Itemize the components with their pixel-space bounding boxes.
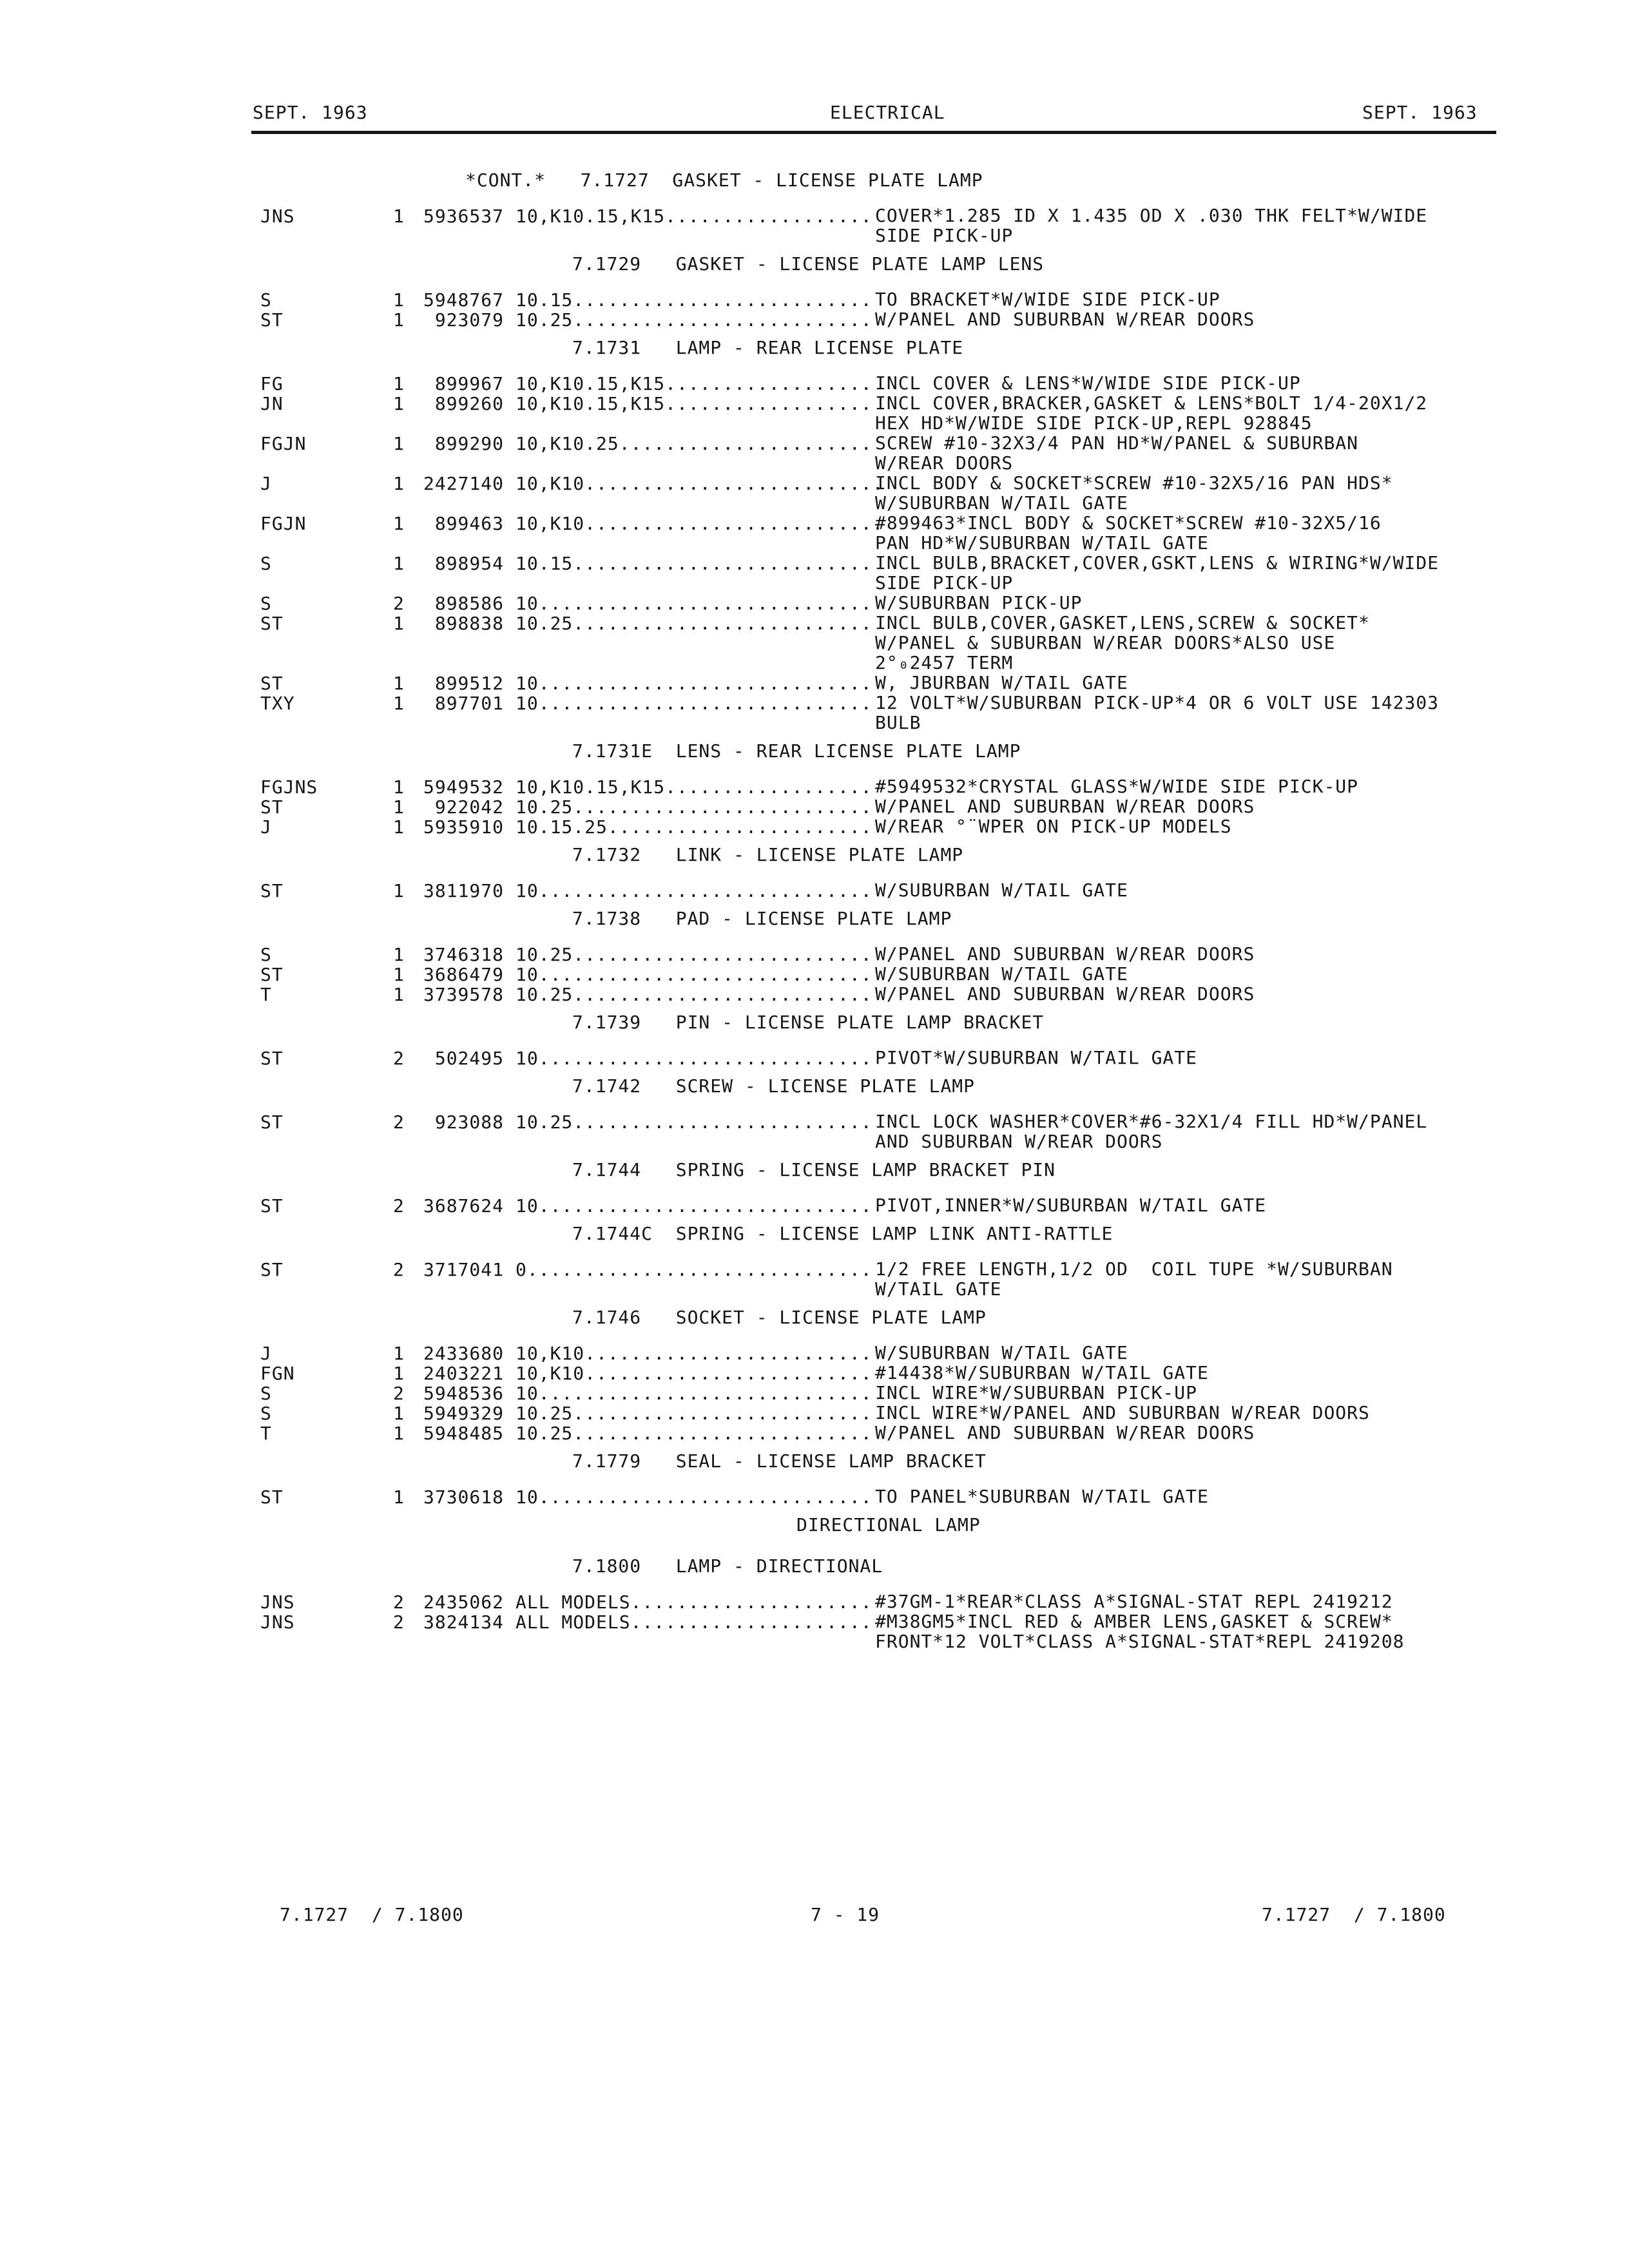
part-row — [0, 206, 1629, 245]
part-models: 10.25.......................... — [516, 309, 872, 331]
part-description: W/SUBURBAN W/TAIL GATE — [875, 879, 1128, 901]
part-description: INCL LOCK WASHER*COVER*#6-32X1/4 FILL HD*W/PANEL AND SUBURBAN W/REAR DOORS — [875, 1111, 1428, 1152]
section-heading — [0, 1154, 1629, 1195]
part-quantity: 1 — [393, 206, 405, 227]
footer-page-number: 7 - 19 — [811, 1904, 880, 1925]
part-description: W/SUBURBAN PICK-UP — [875, 592, 1083, 613]
part-models: 10,K10.15,K15.................. — [516, 776, 872, 798]
part-models: 10............................. — [516, 1195, 872, 1216]
part-quantity: 1 — [393, 1343, 405, 1364]
section-title: *CONT.* 7.1727 GASKET - LICENSE PLATE LAMP — [465, 169, 983, 191]
part-code: FGJN — [260, 513, 307, 534]
part-row — [0, 1403, 1629, 1423]
part-row — [0, 1259, 1629, 1299]
part-row — [0, 964, 1629, 984]
section-title: 7.1742 SCREW - LICENSE PLATE LAMP — [572, 1075, 976, 1097]
part-quantity: 1 — [393, 944, 405, 965]
part-code: FGN — [260, 1363, 295, 1384]
section-heading — [0, 839, 1629, 880]
part-models: 10,K10.15,K15.................. — [516, 206, 872, 227]
part-number: 3739578 — [423, 984, 504, 1005]
part-quantity: 1 — [393, 1403, 405, 1424]
section-title: 7.1800 LAMP - DIRECTIONAL — [572, 1555, 883, 1577]
part-row — [0, 944, 1629, 964]
section-heading — [0, 248, 1629, 289]
part-code: ST — [260, 964, 284, 985]
part-models: 10.25.......................... — [516, 1423, 872, 1444]
part-models: 10............................. — [516, 593, 872, 614]
part-description: 12 VOLT*W/SUBURBAN PICK-UP*4 OR 6 VOLT USE 142303 BULB — [875, 692, 1440, 733]
part-description: W/PANEL AND SUBURBAN W/REAR DOORS — [875, 309, 1255, 330]
part-description: INCL COVER & LENS*W/WIDE SIDE PICK-UP — [875, 372, 1301, 394]
section-heading — [0, 1070, 1629, 1111]
parts-list — [0, 164, 1629, 1654]
part-code: ST — [260, 1111, 284, 1133]
section-heading — [0, 1445, 1629, 1486]
part-models: 10.15.......................... — [516, 553, 872, 574]
part-quantity: 1 — [393, 816, 405, 838]
part-description: INCL WIRE*W/PANEL AND SUBURBAN W/REAR DOORS — [875, 1402, 1370, 1423]
part-code: S — [260, 944, 272, 965]
part-code: S — [260, 1403, 272, 1424]
part-number: 3824134 — [423, 1611, 504, 1633]
part-models: 10,K10.25...................... — [516, 433, 872, 454]
part-quantity: 1 — [393, 796, 405, 818]
section-heading — [0, 1006, 1629, 1048]
section-title: 7.1729 GASKET - LICENSE PLATE LAMP LENS — [572, 253, 1045, 274]
part-row — [0, 593, 1629, 613]
part-code: S — [260, 553, 272, 574]
section-title: DIRECTIONAL LAMP — [796, 1514, 981, 1535]
part-number: 899290 — [434, 433, 504, 454]
part-code: ST — [260, 796, 284, 818]
part-code: ST — [260, 1259, 284, 1280]
part-row — [0, 776, 1629, 796]
part-models: 10............................. — [516, 880, 872, 901]
part-number: 897701 — [434, 693, 504, 714]
part-quantity: 1 — [393, 289, 405, 311]
header-title: ELECTRICAL — [830, 102, 945, 123]
part-code: ST — [260, 309, 284, 331]
part-quantity: 1 — [393, 309, 405, 331]
section-heading — [0, 1302, 1629, 1343]
header-date-right: SEPT. 1963 — [1362, 102, 1478, 123]
part-code: ST — [260, 1486, 284, 1508]
part-description: W/PANEL AND SUBURBAN W/REAR DOORS — [875, 983, 1255, 1004]
section-title: 7.1744C SPRING - LICENSE LAMP LINK ANTI-RATTLE — [572, 1223, 1113, 1244]
part-quantity: 1 — [393, 673, 405, 694]
part-row — [0, 1048, 1629, 1068]
part-row — [0, 1486, 1629, 1506]
part-description: INCL COVER,BRACKER,GASKET & LENS*BOLT 1/4-20X1/2 HEX HD*W/WIDE SIDE PICK-UP,REPL 928845 — [875, 392, 1428, 434]
part-models: 10............................. — [516, 1486, 872, 1508]
part-row — [0, 473, 1629, 513]
part-description: INCL BODY & SOCKET*SCREW #10-32X5/16 PAN HDS* W/SUBURBAN W/TAIL GATE — [875, 472, 1393, 514]
part-row — [0, 1343, 1629, 1363]
part-description: PIVOT,INNER*W/SUBURBAN W/TAIL GATE — [875, 1195, 1267, 1216]
part-number: 899512 — [434, 673, 504, 694]
part-code: ST — [260, 1195, 284, 1216]
part-number: 2403221 — [423, 1363, 504, 1384]
part-models: 10.15.25....................... — [516, 816, 872, 838]
part-number: 922042 — [434, 796, 504, 818]
part-models: 10............................. — [516, 1383, 872, 1404]
part-models: 10............................. — [516, 673, 872, 694]
part-number: 899967 — [434, 373, 504, 394]
part-number: 899463 — [434, 513, 504, 534]
section-title: 7.1746 SOCKET - LICENSE PLATE LAMP — [572, 1307, 987, 1328]
part-quantity: 1 — [393, 1486, 405, 1508]
part-description: W/PANEL AND SUBURBAN W/REAR DOORS — [875, 796, 1255, 817]
part-code: ST — [260, 673, 284, 694]
part-number: 3717041 — [423, 1259, 504, 1280]
section-title: 7.1738 PAD - LICENSE PLATE LAMP — [572, 908, 952, 929]
part-description: W/SUBURBAN W/TAIL GATE — [875, 1342, 1128, 1363]
part-quantity: 2 — [393, 1259, 405, 1280]
part-code: J — [260, 473, 272, 494]
part-code: JNS — [260, 1611, 295, 1633]
part-quantity: 1 — [393, 513, 405, 534]
part-code: J — [260, 1343, 272, 1364]
part-row — [0, 1383, 1629, 1403]
part-row — [0, 373, 1629, 393]
part-row — [0, 513, 1629, 553]
part-description: #899463*INCL BODY & SOCKET*SCREW #10-32X5/16 PAN HD*W/SUBURBAN W/TAIL GATE — [875, 512, 1382, 553]
part-code: S — [260, 593, 272, 614]
part-description: W/SUBURBAN W/TAIL GATE — [875, 963, 1128, 985]
part-code: T — [260, 1423, 272, 1444]
part-description: W/PANEL AND SUBURBAN W/REAR DOORS — [875, 1422, 1255, 1443]
part-quantity: 1 — [393, 473, 405, 494]
part-number: 898586 — [434, 593, 504, 614]
part-row — [0, 673, 1629, 693]
part-models: 0.............................. — [516, 1259, 872, 1280]
part-row — [0, 984, 1629, 1004]
part-row — [0, 1611, 1629, 1651]
part-quantity: 1 — [393, 776, 405, 798]
part-description: TO PANEL*SUBURBAN W/TAIL GATE — [875, 1486, 1209, 1507]
part-quantity: 2 — [393, 1048, 405, 1069]
section-title: 7.1744 SPRING - LICENSE LAMP BRACKET PIN — [572, 1159, 1056, 1180]
part-number: 5949532 — [423, 776, 504, 798]
part-quantity: 2 — [393, 1383, 405, 1404]
section-heading — [0, 735, 1629, 776]
section-heading — [0, 903, 1629, 944]
part-models: 10............................. — [516, 693, 872, 714]
section-heading — [0, 1218, 1629, 1259]
part-quantity: 1 — [393, 964, 405, 985]
part-models: ALL MODELS..................... — [516, 1611, 872, 1633]
part-number: 2433680 — [423, 1343, 504, 1364]
part-number: 3811970 — [423, 880, 504, 901]
part-models: 10,K10......................... — [516, 1363, 872, 1384]
part-code: JNS — [260, 1591, 295, 1613]
part-quantity: 2 — [393, 1591, 405, 1613]
part-code: ST — [260, 880, 284, 901]
part-description: W/PANEL AND SUBURBAN W/REAR DOORS — [875, 943, 1255, 965]
section-heading — [0, 1550, 1629, 1591]
footer-range-right: 7.1727 / 7.1800 — [1262, 1904, 1446, 1925]
section-title: 7.1731E LENS - REAR LICENSE PLATE LAMP — [572, 740, 1021, 762]
part-models: 10.15.......................... — [516, 289, 872, 311]
part-row — [0, 880, 1629, 900]
part-quantity: 1 — [393, 880, 405, 901]
section-title: 7.1739 PIN - LICENSE PLATE LAMP BRACKET — [572, 1012, 1045, 1033]
part-models: 10.25.......................... — [516, 796, 872, 818]
part-number: 898954 — [434, 553, 504, 574]
part-description: W, JBURBAN W/TAIL GATE — [875, 672, 1128, 693]
part-row — [0, 693, 1629, 733]
section-heading — [0, 1509, 1629, 1550]
part-number: 923088 — [434, 1111, 504, 1133]
part-row — [0, 1423, 1629, 1443]
part-code: J — [260, 816, 272, 838]
part-code: T — [260, 984, 272, 1005]
header-date-left: SEPT. 1963 — [253, 102, 368, 123]
part-row — [0, 289, 1629, 309]
part-quantity: 1 — [393, 373, 405, 394]
part-quantity: 2 — [393, 1195, 405, 1216]
part-quantity: 1 — [393, 553, 405, 574]
part-number: 3687624 — [423, 1195, 504, 1216]
part-models: 10,K10.......................... — [516, 473, 884, 494]
part-row — [0, 1363, 1629, 1383]
part-quantity: 1 — [393, 433, 405, 454]
part-description: TO BRACKET*W/WIDE SIDE PICK-UP — [875, 289, 1220, 310]
part-number: 5948485 — [423, 1423, 504, 1444]
section-title: 7.1731 LAMP - REAR LICENSE PLATE — [572, 337, 964, 358]
part-number: 5948536 — [423, 1383, 504, 1404]
part-description: PIVOT*W/SUBURBAN W/TAIL GATE — [875, 1047, 1198, 1068]
part-models: 10.25.......................... — [516, 1403, 872, 1424]
part-code: FG — [260, 373, 284, 394]
part-description: #5949532*CRYSTAL GLASS*W/WIDE SIDE PICK-UP — [875, 776, 1359, 797]
part-row — [0, 816, 1629, 836]
part-number: 502495 — [434, 1048, 504, 1069]
part-number: 899260 — [434, 393, 504, 414]
part-quantity: 2 — [393, 1111, 405, 1133]
part-quantity: 1 — [393, 1363, 405, 1384]
section-heading — [0, 164, 1629, 206]
part-description: W/REAR °¨WPER ON PICK-UP MODELS — [875, 816, 1232, 837]
section-title: 7.1732 LINK - LICENSE PLATE LAMP — [572, 844, 964, 865]
header-rule — [251, 131, 1496, 134]
part-quantity: 1 — [393, 613, 405, 634]
part-models: 10.25.......................... — [516, 984, 872, 1005]
part-models: 10............................. — [516, 1048, 872, 1069]
part-models: ALL MODELS..................... — [516, 1591, 872, 1613]
part-models: 10,K10.15,K15.................. — [516, 393, 872, 414]
footer-range-left: 7.1727 / 7.1800 — [280, 1904, 464, 1925]
part-row — [0, 553, 1629, 593]
part-quantity: 2 — [393, 593, 405, 614]
part-number: 5936537 — [423, 206, 504, 227]
part-number: 3686479 — [423, 964, 504, 985]
part-number: 5935910 — [423, 816, 504, 838]
part-code: JN — [260, 393, 284, 414]
part-code: JNS — [260, 206, 295, 227]
part-row — [0, 393, 1629, 433]
part-number: 2435062 — [423, 1591, 504, 1613]
part-number: 3746318 — [423, 944, 504, 965]
part-description: #37GM-1*REAR*CLASS A*SIGNAL-STAT REPL 2419212 — [875, 1591, 1393, 1612]
part-code: ST — [260, 1048, 284, 1069]
part-number: 3730618 — [423, 1486, 504, 1508]
part-quantity: 1 — [393, 984, 405, 1005]
part-row — [0, 433, 1629, 473]
part-models: 10,K10.15,K15.................. — [516, 373, 872, 394]
part-models: 10.25.......................... — [516, 944, 872, 965]
part-models: 10.25.......................... — [516, 1111, 872, 1133]
part-quantity: 2 — [393, 1611, 405, 1633]
part-description: COVER*1.285 ID X 1.435 OD X .030 THK FELT*W/WIDE SIDE PICK-UP — [875, 205, 1428, 246]
part-description: INCL WIRE*W/SUBURBAN PICK-UP — [875, 1382, 1198, 1403]
part-number: 5949329 — [423, 1403, 504, 1424]
part-row — [0, 1195, 1629, 1215]
part-description: #14438*W/SUBURBAN W/TAIL GATE — [875, 1362, 1209, 1383]
part-description: INCL BULB,BRACKET,COVER,GSKT,LENS & WIRING*W/WIDE SIDE PICK-UP — [875, 552, 1440, 593]
part-description: 1/2 FREE LENGTH,1/2 OD COIL TUPE *W/SUBURBAN W/TAIL GATE — [875, 1258, 1393, 1300]
part-code: ST — [260, 613, 284, 634]
part-description: #M38GM5*INCL RED & AMBER LENS,GASKET & SCREW* FRONT*12 VOLT*CLASS A*SIGNAL-STAT*REPL 2419208 — [875, 1611, 1405, 1652]
part-quantity: 1 — [393, 1423, 405, 1444]
section-title: 7.1779 SEAL - LICENSE LAMP BRACKET — [572, 1450, 987, 1472]
part-row — [0, 796, 1629, 816]
part-row — [0, 613, 1629, 673]
part-code: FGJN — [260, 433, 307, 454]
part-description: INCL BULB,COVER,GASKET,LENS,SCREW & SOCKET* W/PANEL & SUBURBAN W/REAR DOORS*ALSO USE 2°₀2457 TERM — [875, 612, 1370, 673]
part-number: 898838 — [434, 613, 504, 634]
part-models: 10............................. — [516, 964, 872, 985]
part-description: SCREW #10-32X3/4 PAN HD*W/PANEL & SUBURBAN W/REAR DOORS — [875, 432, 1359, 474]
part-code: TXY — [260, 693, 295, 714]
part-code: FGJNS — [260, 776, 318, 798]
part-number: 2427140 — [423, 473, 504, 494]
part-models: 10.25.......................... — [516, 613, 872, 634]
part-models: 10,K10.......................... — [516, 513, 884, 534]
part-models: 10,K10......................... — [516, 1343, 872, 1364]
part-number: 923079 — [434, 309, 504, 331]
part-row — [0, 1111, 1629, 1151]
part-row — [0, 309, 1629, 329]
part-number: 5948767 — [423, 289, 504, 311]
part-code: S — [260, 1383, 272, 1404]
part-code: S — [260, 289, 272, 311]
section-heading — [0, 332, 1629, 373]
part-row — [0, 1591, 1629, 1611]
part-quantity: 1 — [393, 393, 405, 414]
part-quantity: 1 — [393, 693, 405, 714]
